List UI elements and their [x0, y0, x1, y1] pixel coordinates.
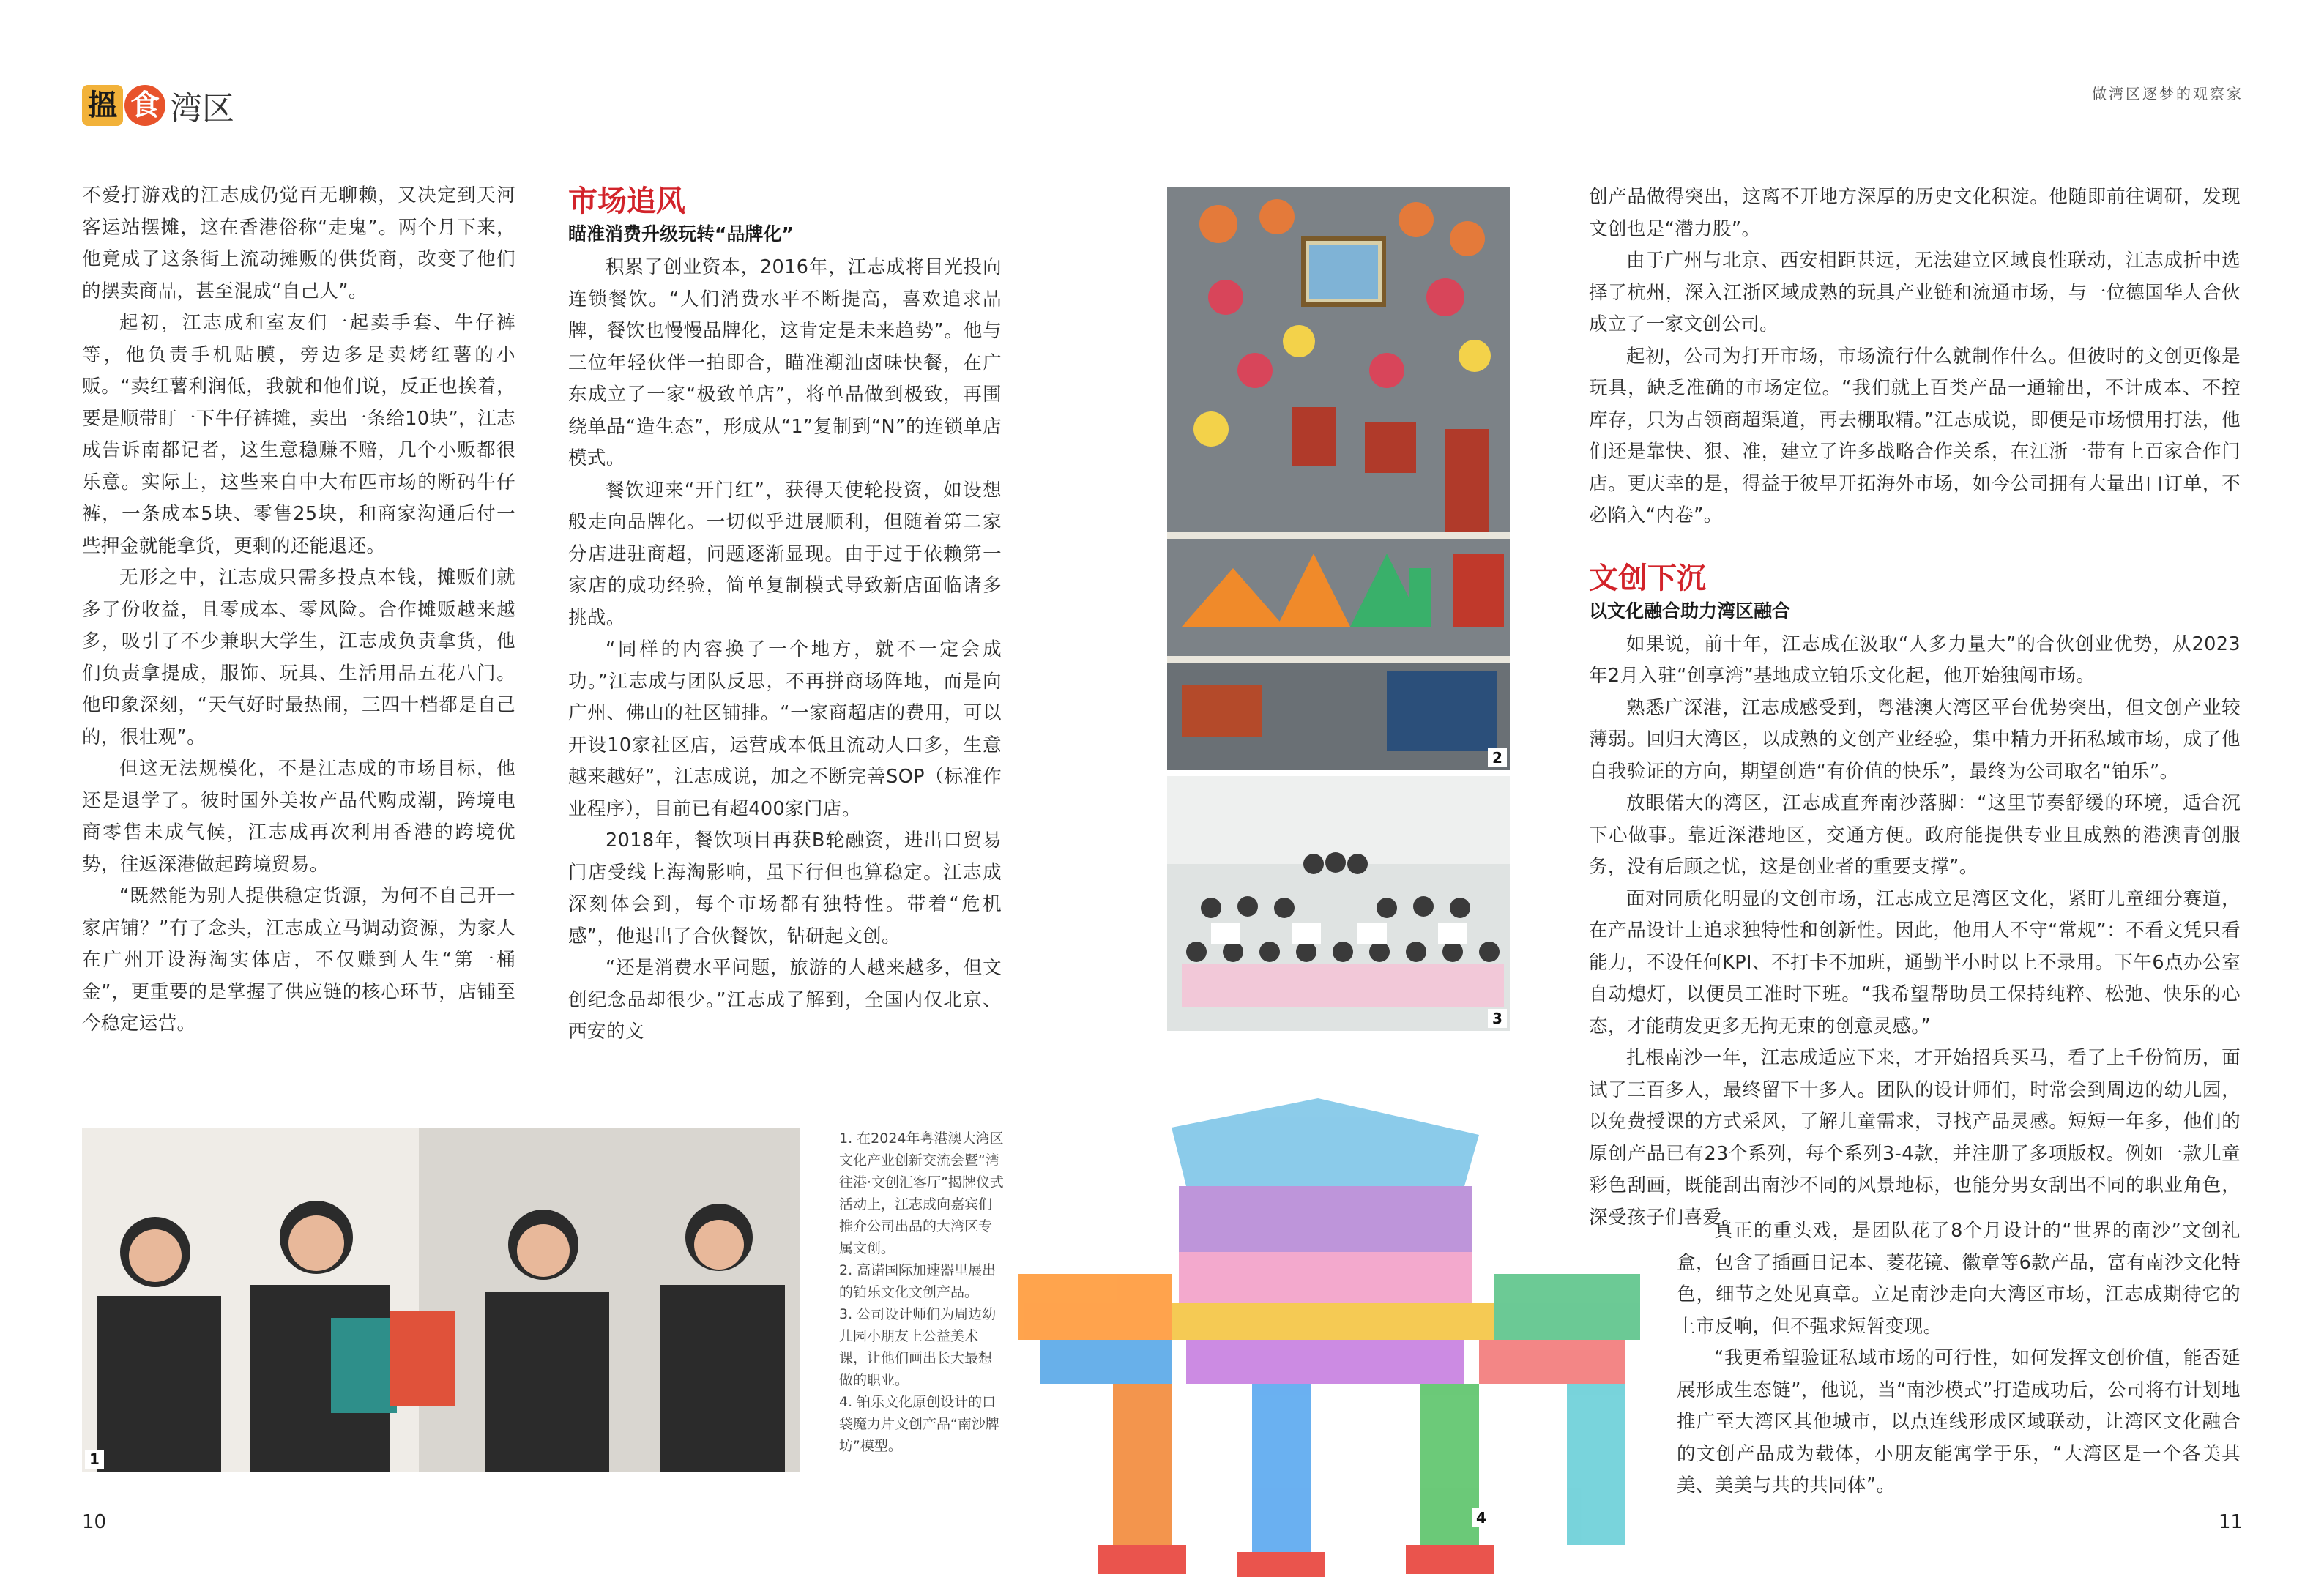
section-title-market: 市场追风: [568, 184, 685, 218]
photo-archway-model: [1010, 1084, 1713, 1577]
paragraph: “我更希望验证私域市场的可行性，如何发挥文创价值，能否延展形成生态链”，他说，当“南沙模式”打造成功后，公司将有计划地推广至大湾区其他城市，以点连线形成区域联动，让湾区文化融合的文创产品成为载体，小朋友能寓学于乐，“大湾区是一个各美其美、美美与共的共同体”。: [1677, 1347, 2241, 1497]
paragraph: 起初，公司为打开市场，市场流行什么就制作什么。但彼时的文创更像是玩具，缺乏准确的市场定位。“我们就上百类产品一通输出，不计成本、不控库存，只为占领商超渠道，再去棚取精。”江志成说，即便是市场惯用打法，他们还是靠快、狠、准，建立了许多战略合作关系，在江浙一带有上百家合作门店。更庆幸的是，得益于彼早开拓海外市场，如今公司拥有大量出口订单，不必陷入“内卷”。: [1589, 345, 2241, 526]
brand-char-2: 食: [124, 85, 165, 126]
paragraph: 积累了创业资本，2016年，江志成将目光投向连锁餐饮。“人们消费水平不断提高，喜欢追求品牌，餐饮也慢慢品牌化，这肯定是未来趋势”。他与三位年轻伙伴一拍即合，瞄准潮汕卤味快餐，在广东成立了一家“极致单店”，将单品做到极致，再围绕单品“造生态”，形成从“1”复制到“N”的连锁单店模式。: [568, 256, 1002, 469]
paragraph: 但这无法规模化，不是江志成的市场目标，他还是退学了。彼时国外美妆产品代购成潮，跨境电商零售未成气候，江志成再次利用香港的跨境优势，往返深港做起跨境贸易。: [82, 758, 515, 876]
paragraph: 无形之中，江志成只需多投点本钱，摊贩们就多了份收益，且零成本、零风险。合作摊贩越来越多，吸引了不少兼职大学生，江志成负责拿货，他们负责拿提成，服饰、玩具、生活用品五花八门。他印象深刻，“天气好时最热闹，三四十档都是自己的，很壮观”。: [82, 567, 515, 748]
text-column-4-bottom: [1677, 1215, 2241, 1502]
paragraph: 如果说，前十年，江志成在汲取“人多力量大”的合伙创业优势，从2023年2月入驻“创享湾”基地成立铂乐文化起，他开始独闯市场。: [1589, 633, 2241, 687]
paragraph: 不爱打游戏的江志成仍觉百无聊赖，又决定到天河客运站摆摊，这在香港俗称“走鬼”。两个月下来，他竟成了这条街上流动摊贩的供货商，改变了他们的摆卖商品，甚至混成“自己人”。: [82, 185, 515, 302]
text-column-2: [568, 183, 1002, 1048]
paragraph: 由于广州与北京、西安相距甚远，无法建立区域良性联动，江志成折中选择了杭州，深入江浙区域成熟的玩具产业链和流通市场，与一位德国华人合伙成立了一家文创公司。: [1589, 250, 2241, 335]
text-column-4: [1589, 182, 2241, 1234]
paragraph: “既然能为别人提供稳定货源，为何不自己开一家店铺？”有了念头，江志成立马调动资源，为家人在广州开设海淘实体店，不仅赚到人生“第一桶金”，更重要的是掌握了供应链的核心环节，店铺至今稳定运营。: [82, 885, 515, 1035]
page-number-left: 10: [82, 1511, 107, 1533]
text-column-1: [82, 180, 515, 1040]
paragraph: “还是消费水平问题，旅游的人越来越多，但文创纪念品却很少。”江志成了解到，全国内仅北京、西安的文: [568, 957, 1002, 1043]
caption-item: 1. 在2024年粤港澳大湾区文化产业创新交流会暨“湾往港·文创汇客厅”揭牌仪式活动上，江志成向嘉宾们推介公司出品的大湾区专属文创。: [839, 1130, 1004, 1256]
brand-char-1: 搵: [82, 85, 123, 126]
photo-panel-event: [82, 1128, 800, 1472]
paragraph: 扎根南沙一年，江志成适应下来，才开始招兵买马，看了上千份简历，面试了三百多人，最终留下十多人。团队的设计师们，时常会到周边的幼儿园，以免费授课的方式采风，了解儿童需求，寻找产品灵感。短短一年多，他们的原创产品已有23个系列，每个系列3-4款，并注册了多项版权。例如一款儿童彩色刮画，既能刮出南沙不同的风景地标，也能分男女刮出不同的职业角色，深受孩子们喜爱。: [1589, 1047, 2241, 1229]
photo-number: 2: [1488, 748, 1507, 767]
magazine-slogan: 做湾区逐梦的观察家: [2092, 85, 2243, 103]
photo-number: 4: [1472, 1508, 1491, 1527]
paragraph: 熟悉广深港，江志成感受到，粤港澳大湾区平台优势突出，但文创产业较薄弱。回归大湾区，以成熟的文创产业经验，集中精力开拓私域市场，成了他自我验证的方向，期望创造“有价值的快乐”，最终为公司取名“铂乐”。: [1589, 696, 2241, 783]
caption-item: 4. 铂乐文化原创设计的口袋魔力片文创产品“南沙牌坊”模型。: [839, 1394, 999, 1454]
section-title-culture: 文创下沉: [1589, 560, 1706, 595]
page-number-right: 11: [2219, 1511, 2243, 1533]
archway-model-illustration: [1010, 1084, 1713, 1577]
section-brand: [82, 82, 234, 129]
paragraph: 创产品做得突出，这离不开地方深厚的历史文化积淀。他随即前往调研，发现文创也是“潜力股”。: [1589, 186, 2241, 240]
panel-event-illustration: [82, 1128, 800, 1472]
paragraph: 面对同质化明显的文创市场，江志成立足湾区文化，紧盯儿童细分赛道，在产品设计上追求独特性和创新性。因此，他用人不守“常规”：不看文凭只看能力，不设任何KPI、不打卡不加班，通勤半小时以上不录用。下午6点办公室自动熄灯，以便员工准时下班。“我希望帮助员工保持纯粹、松弛、快乐的心态，才能萌发更多无拘无束的创意灵感。”: [1589, 887, 2241, 1037]
photo-number: 1: [85, 1450, 104, 1469]
paragraph: “同样的内容换了一个地方，就不一定会成功。”江志成与团队反思，不再拼商场阵地，而是向广州、佛山的社区铺排。“一家商超店的费用，可以开设10家社区店，运营成本低且流动人口多，生意越来越好”，江志成说，加之不断完善SOP（标准作业程序），目前已有超400家门店。: [568, 638, 1002, 820]
paragraph: 放眼偌大的湾区，江志成直奔南沙落脚：“这里节奏舒缓的环境，适合沉下心做事。靠近深港地区，交通方便。政府能提供专业且成熟的港澳青创服务，没有后顾之忧，这是创业者的重要支撑”。: [1589, 792, 2241, 878]
masks-display-illustration: [1167, 187, 1510, 770]
caption-item: 3. 公司设计师们为周边幼儿园小朋友上公益美术课，让他们画出长大最想做的职业。: [839, 1306, 997, 1388]
section-subtitle-market: 瞄准消费升级玩转“品牌化”: [568, 223, 794, 245]
kids-group-illustration: [1167, 776, 1510, 1031]
section-subtitle-culture: 以文化融合助力湾区融合: [1589, 600, 1791, 622]
photo-number: 3: [1488, 1009, 1507, 1028]
paragraph: 2018年，餐饮项目再获B轮融资，进出口贸易门店受线上海淘影响，虽下行但也算稳定。江志成深刻体会到，每个市场都有独特性。带着“危机感”，他退出了合伙餐饮，钻研起文创。: [568, 830, 1002, 947]
photo-captions: [839, 1128, 1005, 1457]
caption-item: 2. 高诺国际加速器里展出的铂乐文化文创产品。: [839, 1262, 997, 1300]
paragraph: 起初，江志成和室友们一起卖手套、牛仔裤等，他负责手机贴膜，旁边多是卖烤红薯的小贩。“卖红薯利润低，我就和他们说，反正也挨着，要是顺带盯一下牛仔裤摊，卖出一条给10块”，江志成告诉南都记者，这生意稳赚不赔，几个小贩都很乐意。实际上，这些来自中大布匹市场的断码牛仔裤，一条成本5块、零售25块，和商家沟通后付一些押金就能拿货，更剩的还能退还。: [82, 312, 515, 557]
brand-word: 湾区: [170, 90, 234, 127]
photo-kids-group: [1167, 776, 1510, 1031]
paragraph: 真正的重头戏，是团队花了8个月设计的“世界的南沙”文创礼盒，包含了插画日记本、菱花镜、徽章等6款产品，富有南沙文化特色，细节之处见真章。立足南沙走向大湾区市场，江志成期待它的上市反响，但不强求短暂变现。: [1677, 1220, 2241, 1338]
paragraph: 餐饮迎来“开门红”，获得天使轮投资，如设想般走向品牌化。一切似乎进展顺利，但随着第二家分店进驻商超，问题逐渐显现。由于过于依赖第一家店的成功经验，简单复制模式导致新店面临诸多挑战。: [568, 479, 1002, 629]
photo-masks-display: [1167, 187, 1510, 770]
